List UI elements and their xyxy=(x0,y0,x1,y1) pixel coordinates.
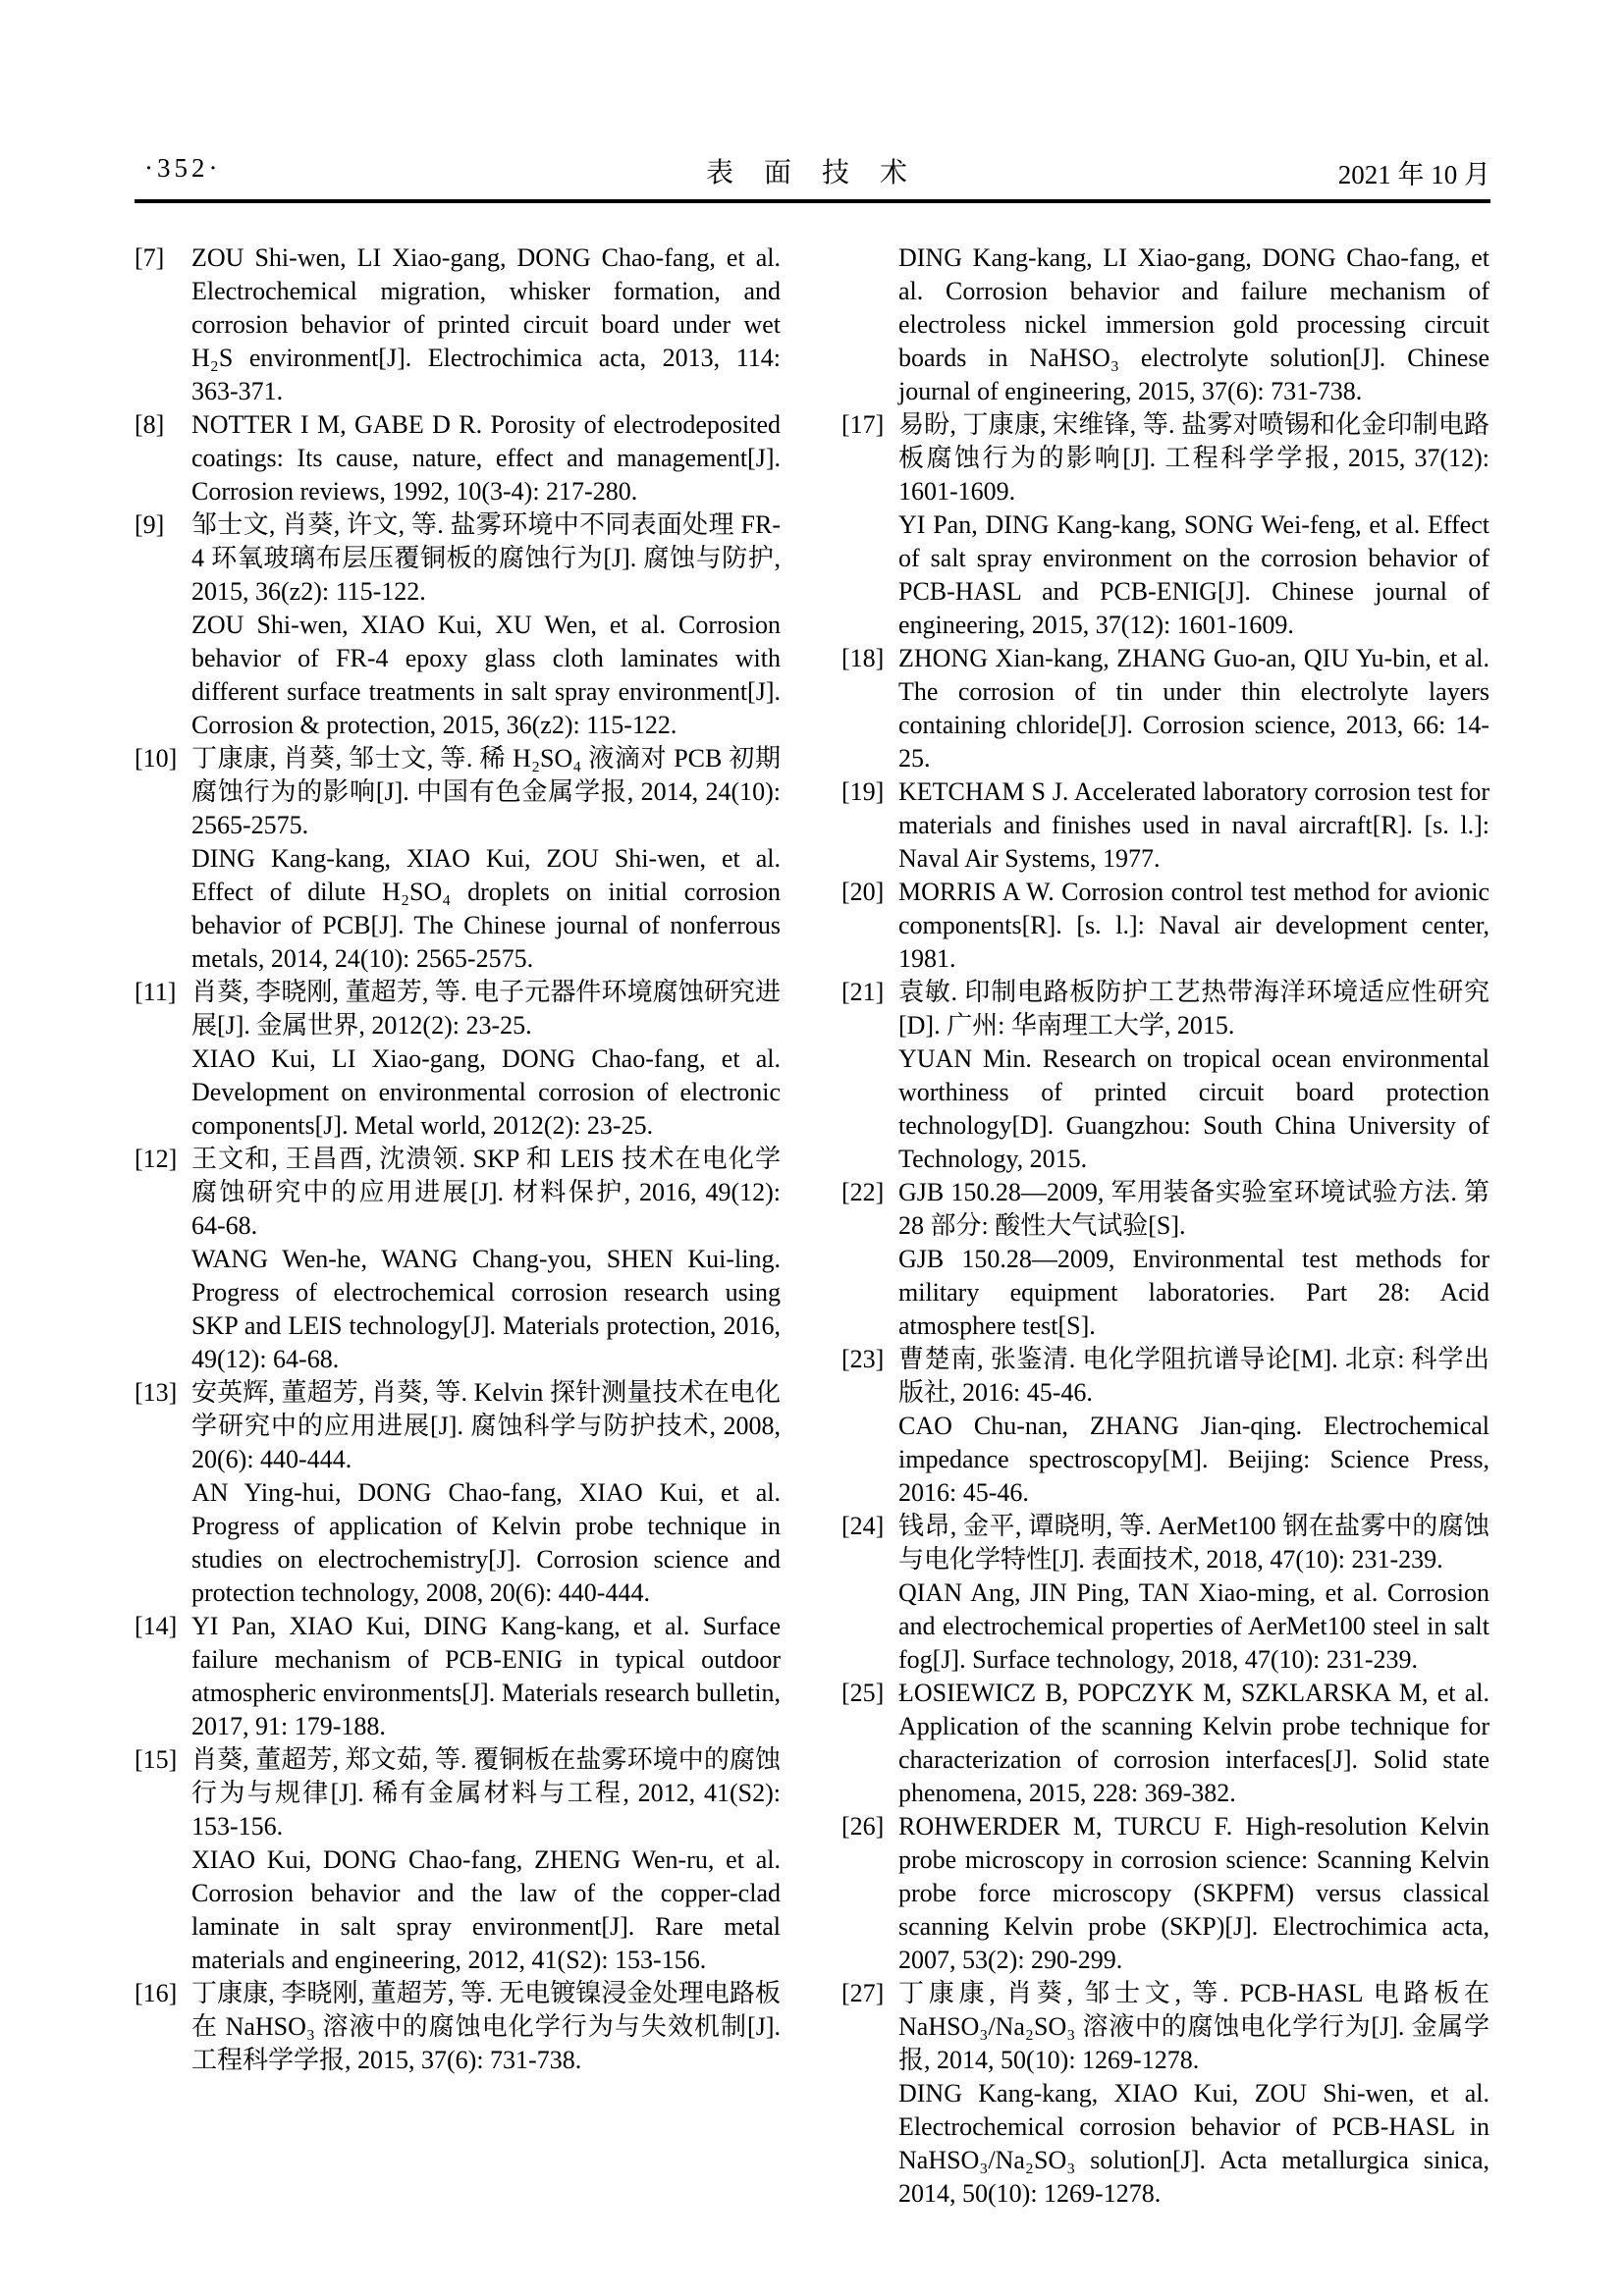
reference-text xyxy=(191,1143,781,1376)
reference-item xyxy=(841,1510,1489,1677)
reference-segment: 袁敏. 印制电路板防护工艺热带海洋环境适应性研究[D]. 广州: 华南理工大学, 2015. xyxy=(898,978,1489,1040)
issue-date: 2021 年 10 月 xyxy=(1337,160,1490,189)
reference-item xyxy=(841,241,1489,408)
reference-item xyxy=(135,1743,781,1977)
reference-item xyxy=(135,1977,781,2077)
reference-number: [10] xyxy=(135,744,178,773)
reference-segment: DING Kang-kang, LI Xiao-gang, DONG Chao-fang, et al. Corrosion behavior and failure mechanism of electroless nickel immersion gold processing circuit boards in NaHSO₃ electrolyte solution[J]. Chinese journal of engineering, 2015, 37(6): 731-738. xyxy=(898,243,1489,405)
reference-text xyxy=(898,408,1489,642)
reference-segment: YUAN Min. Research on tropical ocean environmental worthiness of printed circuit board protection technology[D]. Guangzhou: South China University of Technology, 2015. xyxy=(898,1044,1489,1173)
reference-segment: YI Pan, DING Kang-kang, SONG Wei-feng, et al. Effect of salt spray environment on the corrosion behavior of PCB-HASL and PCB-ENIG[J]. Chinese journal of engineering, 2015, 37(12): 1601-1609. xyxy=(898,510,1489,639)
reference-number: [11] xyxy=(135,978,177,1006)
reference-item xyxy=(841,1977,1489,2211)
reference-segment: ZHONG Xian-kang, ZHANG Guo-an, QIU Yu-bin, et al. The corrosion of tin under thin electrolyte layers containing chloride[J]. Corrosion science, 2013, 66: 14-25. xyxy=(898,644,1489,773)
page-header xyxy=(135,149,1490,192)
reference-number: [27] xyxy=(841,1979,885,2007)
reference-number: [18] xyxy=(841,644,885,672)
reference-number: [12] xyxy=(135,1145,178,1173)
reference-segment: ROHWERDER M, TURCU F. High-resolution Kelvin probe microscopy in corrosion science: Scanning Kelvin probe force microscopy (SKPFM) versus classical scanning Kelvin probe (SKP)[J]. Electrochimica acta, 2007, 53(2): 290-299. xyxy=(898,1812,1489,1974)
reference-segment: MORRIS A W. Corrosion control test method for avionic components[R]. [s. l.]: Naval air development center, 1981. xyxy=(898,878,1489,973)
reference-segment: AN Ying-hui, DONG Chao-fang, XIAO Kui, et al. Progress of application of Kelvin probe technique in studies on electrochemistry[J]. Corrosion science and protection technology, 2008, 20(6): 440-444. xyxy=(191,1478,781,1607)
reference-number: [15] xyxy=(135,1745,178,1774)
reference-text xyxy=(898,976,1489,1176)
reference-item xyxy=(135,1143,781,1376)
reference-item xyxy=(841,976,1489,1176)
reference-text xyxy=(898,1810,1489,1977)
reference-segment: 丁康康, 李晓刚, 董超芳, 等. 无电镀镍浸金处理电路板在 NaHSO₃ 溶液中的腐蚀电化学行为与失效机制[J]. 工程科学学报, 2015, 37(6): 731-738. xyxy=(191,1979,781,2074)
reference-item xyxy=(841,1343,1489,1510)
references-column-right xyxy=(841,241,1489,2211)
reference-text xyxy=(191,1610,781,1743)
reference-segment: 丁康康, 肖葵, 邹士文, 等. PCB-HASL 电路板在 NaHSO₃/Na₂SO₃ 溶液中的腐蚀电化学行为[J]. 金属学报, 2014, 50(10): 1269-1278. xyxy=(898,1979,1489,2074)
reference-text xyxy=(191,508,781,742)
reference-item xyxy=(841,876,1489,976)
reference-item xyxy=(135,241,781,408)
reference-text xyxy=(898,876,1489,976)
reference-text xyxy=(898,1510,1489,1677)
reference-segment: 安英辉, 董超芳, 肖葵, 等. Kelvin 探针测量技术在电化学研究中的应用进展[J]. 腐蚀科学与防护技术, 2008, 20(6): 440-444. xyxy=(191,1378,781,1473)
reference-segment: 王文和, 王昌酉, 沈溃领. SKP 和 LEIS 技术在电化学腐蚀研究中的应用进展[J]. 材料保护, 2016, 49(12): 64-68. xyxy=(191,1145,781,1240)
reference-number: [17] xyxy=(841,410,885,439)
reference-number: [9] xyxy=(135,510,165,539)
reference-item xyxy=(841,775,1489,876)
reference-segment: ZOU Shi-wen, XIAO Kui, XU Wen, et al. Corrosion behavior of FR-4 epoxy glass cloth laminates with different surface treatments in salt spray environment[J]. Corrosion & protection, 2015, 36(z2): 115-122. xyxy=(191,611,781,739)
references-column-left xyxy=(135,241,781,2077)
reference-segment: ŁOSIEWICZ B, POPCZYK M, SZKLARSKA M, et al. Application of the scanning Kelvin probe technique for characterization of corrosion interfaces[J]. Solid state phenomena, 2015, 228: 369-382. xyxy=(898,1679,1489,1807)
journal-title: 表 面 技 术 xyxy=(705,158,920,188)
reference-item xyxy=(841,408,1489,642)
reference-number: [21] xyxy=(841,978,885,1006)
reference-segment: 邹士文, 肖葵, 许文, 等. 盐雾环境中不同表面处理 FR-4 环氧玻璃布层压覆铜板的腐蚀行为[J]. 腐蚀与防护, 2015, 36(z2): 115-122. xyxy=(191,510,781,606)
reference-item xyxy=(135,1376,781,1610)
reference-text xyxy=(898,241,1489,408)
reference-item xyxy=(135,742,781,976)
reference-text xyxy=(898,775,1489,876)
reference-text xyxy=(898,1343,1489,1510)
reference-number: [24] xyxy=(841,1512,885,1540)
reference-number: [25] xyxy=(841,1679,885,1707)
page-number: ·352· xyxy=(144,153,222,183)
reference-item xyxy=(841,1176,1489,1343)
reference-segment: WANG Wen-he, WANG Chang-you, SHEN Kui-ling. Progress of electrochemical corrosion research using SKP and LEIS technology[J]. Materials protection, 2016, 49(12): 64-68. xyxy=(191,1245,781,1373)
reference-text xyxy=(898,642,1489,775)
reference-segment: NOTTER I M, GABE D R. Porosity of electrodeposited coatings: Its cause, nature, effect and management[J]. Corrosion reviews, 1992, 10(3-4): 217-280. xyxy=(191,410,781,506)
reference-segment: GJB 150.28—2009, 军用装备实验室环境试验方法. 第 28 部分: 酸性大气试验[S]. xyxy=(898,1178,1489,1240)
reference-segment: 钱昂, 金平, 谭晓明, 等. AerMet100 钢在盐雾中的腐蚀与电化学特性[J]. 表面技术, 2018, 47(10): 231-239. xyxy=(898,1512,1489,1574)
header-rule xyxy=(135,199,1490,203)
reference-number: [22] xyxy=(841,1178,885,1206)
reference-item xyxy=(841,1810,1489,1977)
reference-text xyxy=(191,976,781,1143)
reference-number: [8] xyxy=(135,410,165,439)
reference-segment: 肖葵, 董超芳, 郑文茹, 等. 覆铜板在盐雾环境中的腐蚀行为与规律[J]. 稀有金属材料与工程, 2012, 41(S2): 153-156. xyxy=(191,1745,781,1841)
reference-item xyxy=(135,976,781,1143)
reference-number: [26] xyxy=(841,1812,885,1841)
reference-number: [14] xyxy=(135,1612,178,1640)
reference-text xyxy=(191,241,781,408)
reference-text xyxy=(191,408,781,508)
reference-segment: 曹楚南, 张鉴清. 电化学阻抗谱导论[M]. 北京: 科学出版社, 2016: 45-46. xyxy=(898,1345,1489,1407)
reference-text xyxy=(898,1176,1489,1343)
reference-text xyxy=(191,1977,781,2077)
reference-item xyxy=(841,1677,1489,1810)
reference-number: [20] xyxy=(841,878,885,906)
reference-segment: XIAO Kui, LI Xiao-gang, DONG Chao-fang, et al. Development on environmental corrosion of electronic components[J]. Metal world, 2012(2): 23-25. xyxy=(191,1044,781,1140)
reference-text xyxy=(191,1376,781,1610)
reference-segment: YI Pan, XIAO Kui, DING Kang-kang, et al. Surface failure mechanism of PCB-ENIG in typical outdoor atmospheric environments[J]. Materials research bulletin, 2017, 91: 179-188. xyxy=(191,1612,781,1740)
reference-text xyxy=(191,1743,781,1977)
reference-segment: DING Kang-kang, XIAO Kui, ZOU Shi-wen, et al. Electrochemical corrosion behavior of PCB-HASL in NaHSO₃/Na₂SO₃ solution[J]. Acta metallurgica sinica, 2014, 50(10): 1269-1278. xyxy=(898,2079,1489,2208)
reference-text xyxy=(898,1677,1489,1810)
reference-number: [23] xyxy=(841,1345,885,1373)
reference-number: [7] xyxy=(135,243,165,272)
reference-item xyxy=(135,1610,781,1743)
reference-item xyxy=(841,642,1489,775)
reference-segment: ZOU Shi-wen, LI Xiao-gang, DONG Chao-fang, et al. Electrochemical migration, whisker formation, and corrosion behavior of printed circuit board under wet H₂S environment[J]. Electrochimica acta, 2013, 114: 363-371. xyxy=(191,243,781,405)
reference-segment: QIAN Ang, JIN Ping, TAN Xiao-ming, et al. Corrosion and electrochemical properties of AerMet100 steel in salt fog[J]. Surface technology, 2018, 47(10): 231-239. xyxy=(898,1578,1489,1674)
reference-segment: GJB 150.28—2009, Environmental test methods for military equipment laboratories. Part 28: Acid atmosphere test[S]. xyxy=(898,1245,1489,1340)
reference-segment: 丁康康, 肖葵, 邹士文, 等. 稀 H₂SO₄ 液滴对 PCB 初期腐蚀行为的影响[J]. 中国有色金属学报, 2014, 24(10): 2565-2575. xyxy=(191,744,781,839)
reference-number: [13] xyxy=(135,1378,178,1407)
reference-item xyxy=(135,408,781,508)
reference-segment: 肖葵, 李晓刚, 董超芳, 等. 电子元器件环境腐蚀研究进展[J]. 金属世界, 2012(2): 23-25. xyxy=(191,978,781,1040)
reference-segment: KETCHAM S J. Accelerated laboratory corrosion test for materials and finishes used in naval aircraft[R]. [s. l.]: Naval Air Systems, 1977. xyxy=(898,777,1489,873)
reference-segment: 易盼, 丁康康, 宋维锋, 等. 盐雾对喷锡和化金印制电路板腐蚀行为的影响[J]. 工程科学学报, 2015, 37(12): 1601-1609. xyxy=(898,410,1489,506)
reference-segment: DING Kang-kang, XIAO Kui, ZOU Shi-wen, et al. Effect of dilute H₂SO₄ droplets on initial corrosion behavior of PCB[J]. The Chinese journal of nonferrous metals, 2014, 24(10): 2565-2575. xyxy=(191,844,781,973)
reference-text xyxy=(898,1977,1489,2211)
reference-text xyxy=(191,742,781,976)
reference-item xyxy=(135,508,781,742)
reference-number: [19] xyxy=(841,777,885,806)
reference-segment: XIAO Kui, DONG Chao-fang, ZHENG Wen-ru, et al. Corrosion behavior and the law of the copper-clad laminate in salt spray environment[J]. Rare metal materials and engineering, 2012, 41(S2): 153-156. xyxy=(191,1845,781,1974)
reference-segment: CAO Chu-nan, ZHANG Jian-qing. Electrochemical impedance spectroscopy[M]. Beijing: Science Press, 2016: 45-46. xyxy=(898,1412,1489,1507)
reference-number: [16] xyxy=(135,1979,178,2007)
